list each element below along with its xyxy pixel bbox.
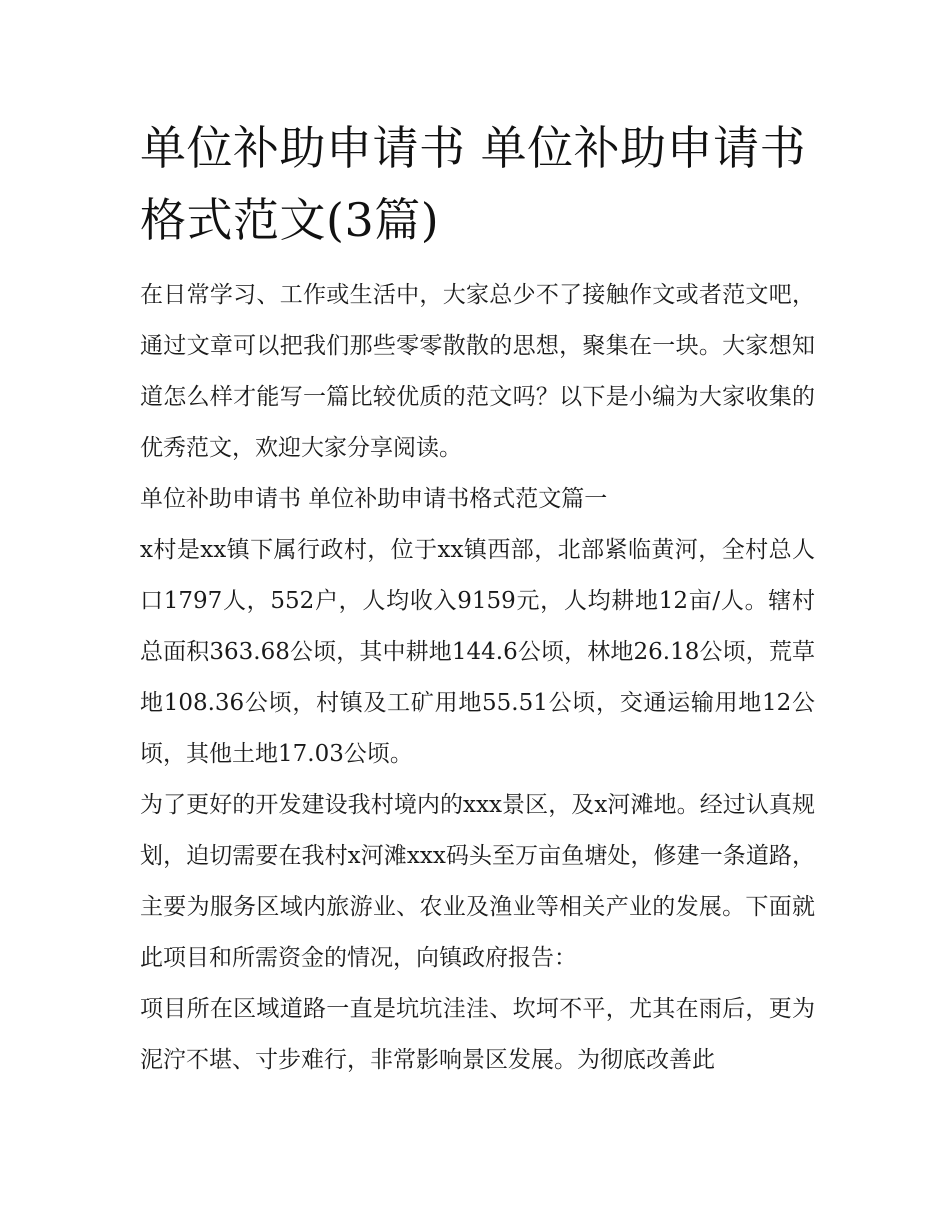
body-paragraph: x村是xx镇下属行政村，位于xx镇西部，北部紧临黄河，全村总人口1797人，552户，人均收入9159元，人均耕地12亩/人。辖村总面积363.68公顷，其中耕地144.6公顷，林地26.18公顷，荒草地108.36公顷，村镇及工矿用地55.51公顷，交通运输用地12公顷，其他土地17.03公顷。	[140, 537, 815, 767]
document-title: 单位补助申请书 单位补助申请书格式范文(3篇)	[140, 121, 807, 247]
document-body	[140, 112, 815, 1086]
section-heading: 单位补助申请书 单位补助申请书格式范文篇一	[140, 486, 608, 512]
body-paragraph: 为了更好的开发建设我村境内的xxx景区，及x河滩地。经过认真规划，迫切需要在我村x河滩xxx码头至万亩鱼塘处，修建一条道路，主要为服务区域内旅游业、农业及渔业等相关产业的发展。下面就此项目和所需资金的情况，向镇政府报告：	[140, 792, 815, 971]
intro-paragraph: 在日常学习、工作或生活中，大家总少不了接触作文或者范文吧，通过文章可以把我们那些零零散散的思想，聚集在一块。大家想知道怎么样才能写一篇比较优质的范文吗？以下是小编为大家收集的优秀范文，欢迎大家分享阅读。	[140, 282, 815, 461]
body-paragraph: 项目所在区域道路一直是坑坑洼洼、坎坷不平，尤其在雨后，更为泥泞不堪、寸步难行，非常影响景区发展。为彻底改善此	[140, 996, 815, 1073]
